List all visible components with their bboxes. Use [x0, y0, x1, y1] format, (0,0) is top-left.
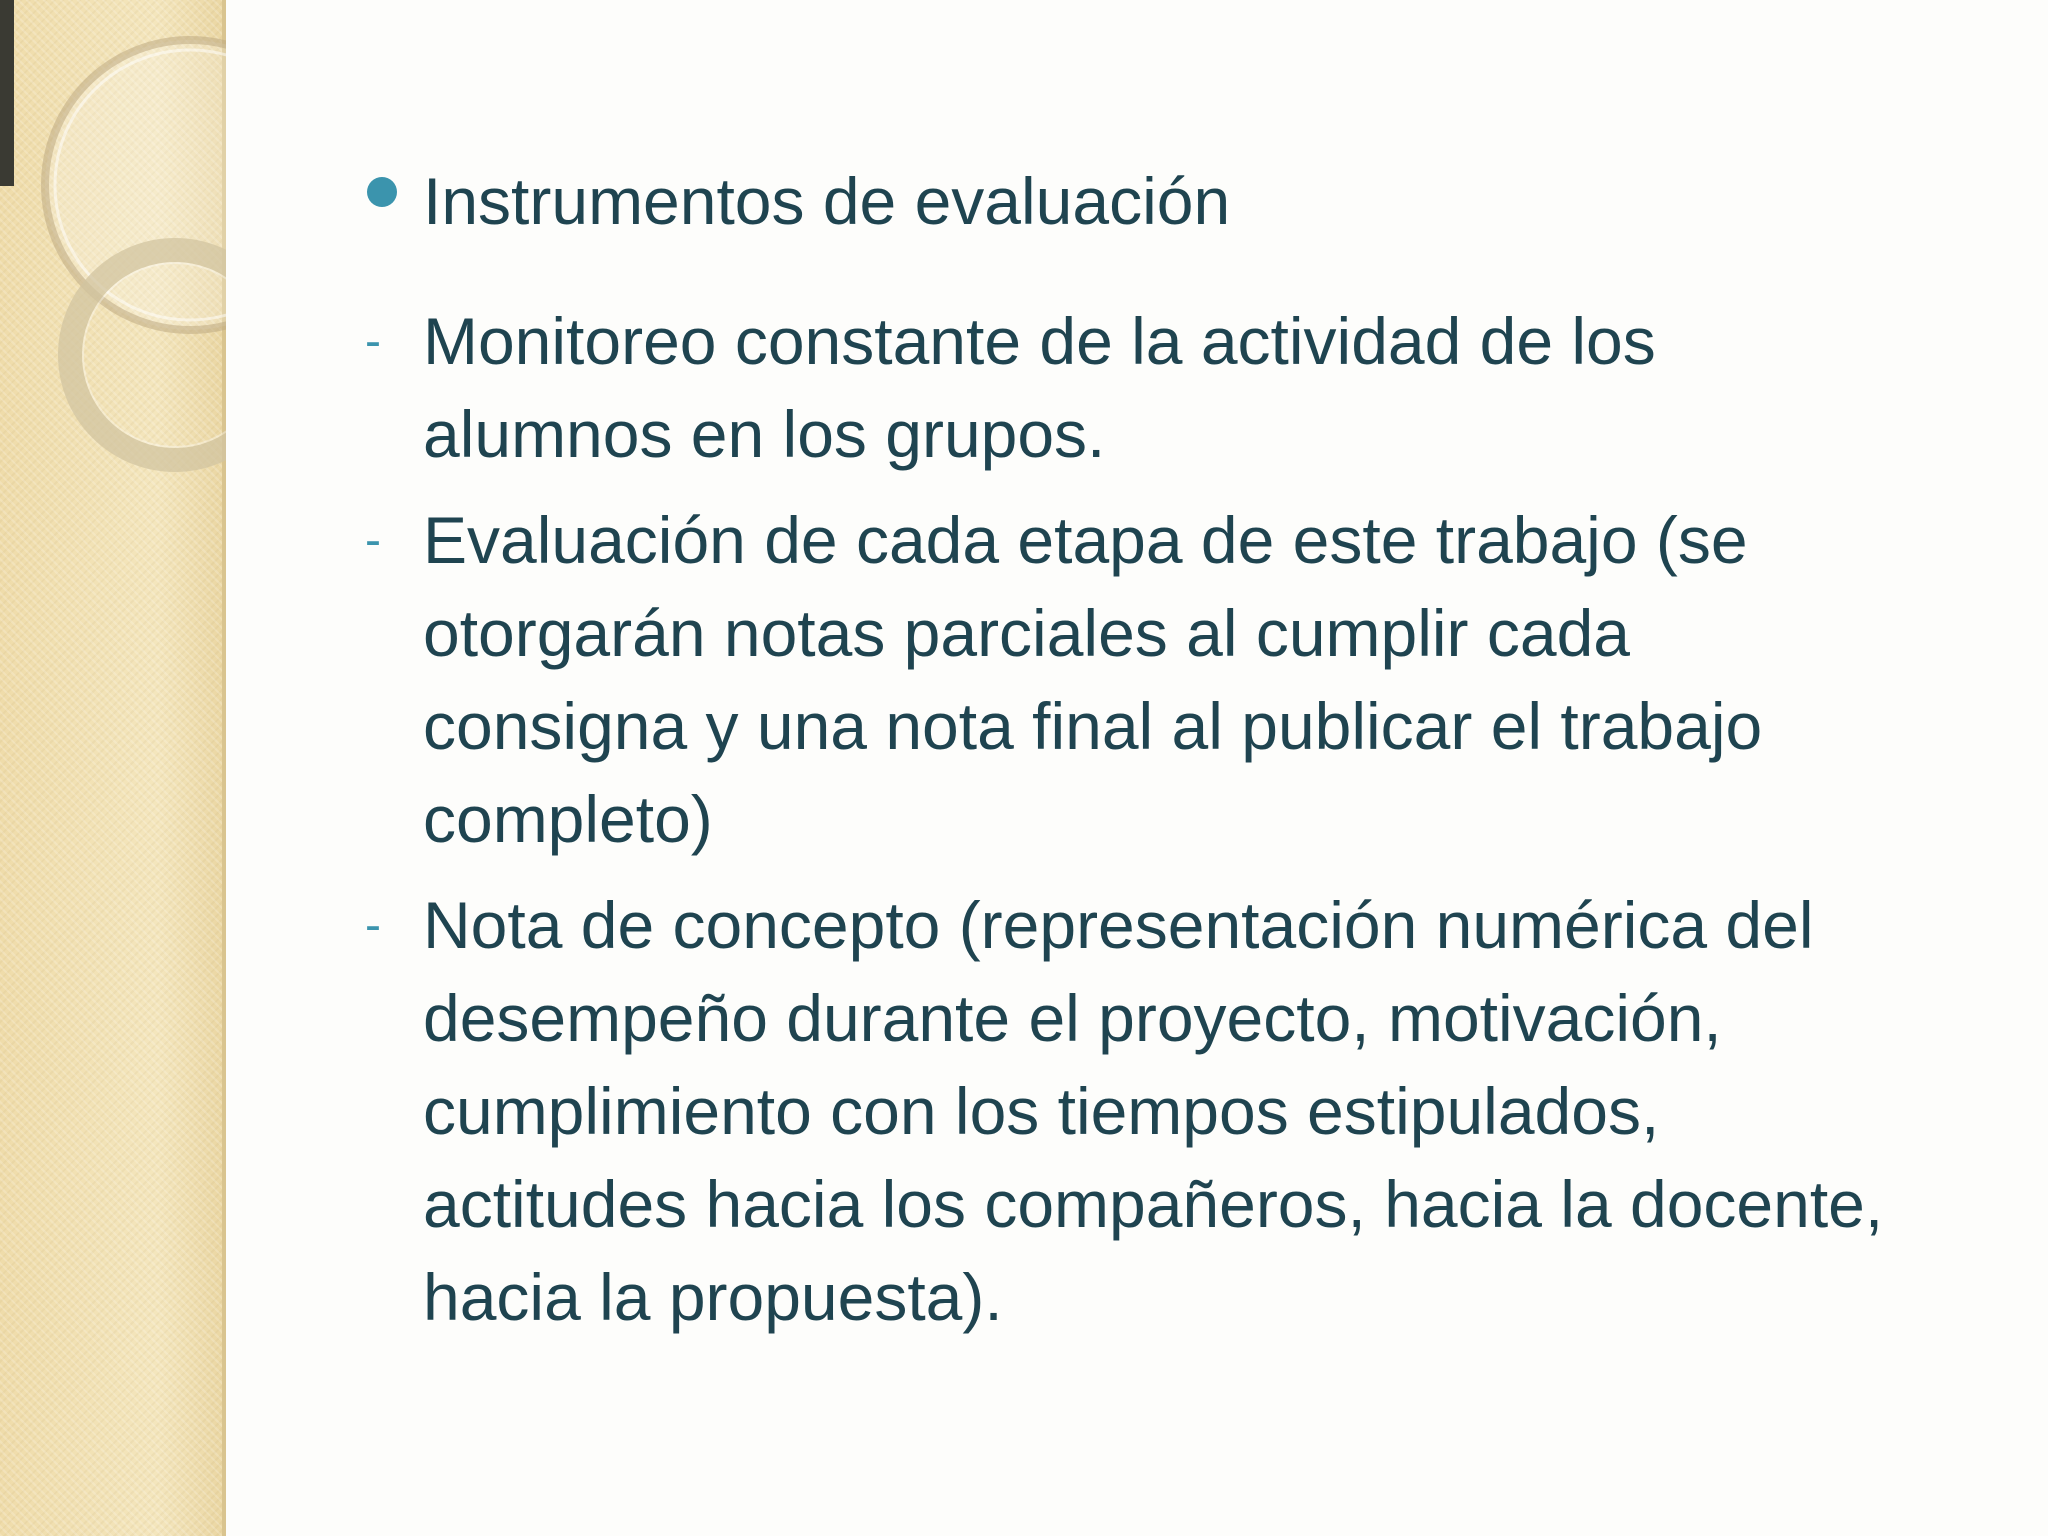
list-item-line: Evaluación de cada etapa de este trabajo (se — [423, 503, 1748, 577]
list-item — [355, 879, 1995, 1344]
large-ring-shade — [45, 40, 226, 330]
bullet-list — [355, 295, 1995, 1357]
dash-bullet: - — [365, 514, 381, 567]
list-item-line: hacia la propuesta). — [423, 1260, 1003, 1334]
list-item — [355, 494, 1995, 866]
heading-row — [355, 155, 1995, 238]
list-item — [355, 295, 1995, 481]
list-item-line: otorgarán notas parciales al cumplir cada — [423, 596, 1630, 670]
list-item-line: desempeño durante el proyecto, motivación, — [423, 981, 1722, 1055]
list-item-line: Monitoreo constante de la actividad de los — [423, 304, 1656, 378]
decorative-rings — [0, 0, 226, 520]
list-item-line: cumplimiento con los tiempos estipulados, — [423, 1074, 1660, 1148]
list-item-line: consigna y una nota final al publicar el trabajo — [423, 689, 1763, 763]
dash-bullet: - — [365, 899, 381, 952]
slide-heading: Instrumentos de evaluación — [423, 164, 1231, 238]
list-item-line: actitudes hacia los compañeros, hacia la docente, — [423, 1167, 1884, 1241]
list-item-line: Nota de concepto (representación numérica del — [423, 888, 1814, 962]
bullet-icon — [367, 177, 397, 207]
list-item-line: completo) — [423, 782, 713, 856]
list-item-line: alumnos en los grupos. — [423, 397, 1106, 471]
slide-content — [355, 155, 1995, 1334]
dash-bullet: - — [365, 315, 381, 368]
